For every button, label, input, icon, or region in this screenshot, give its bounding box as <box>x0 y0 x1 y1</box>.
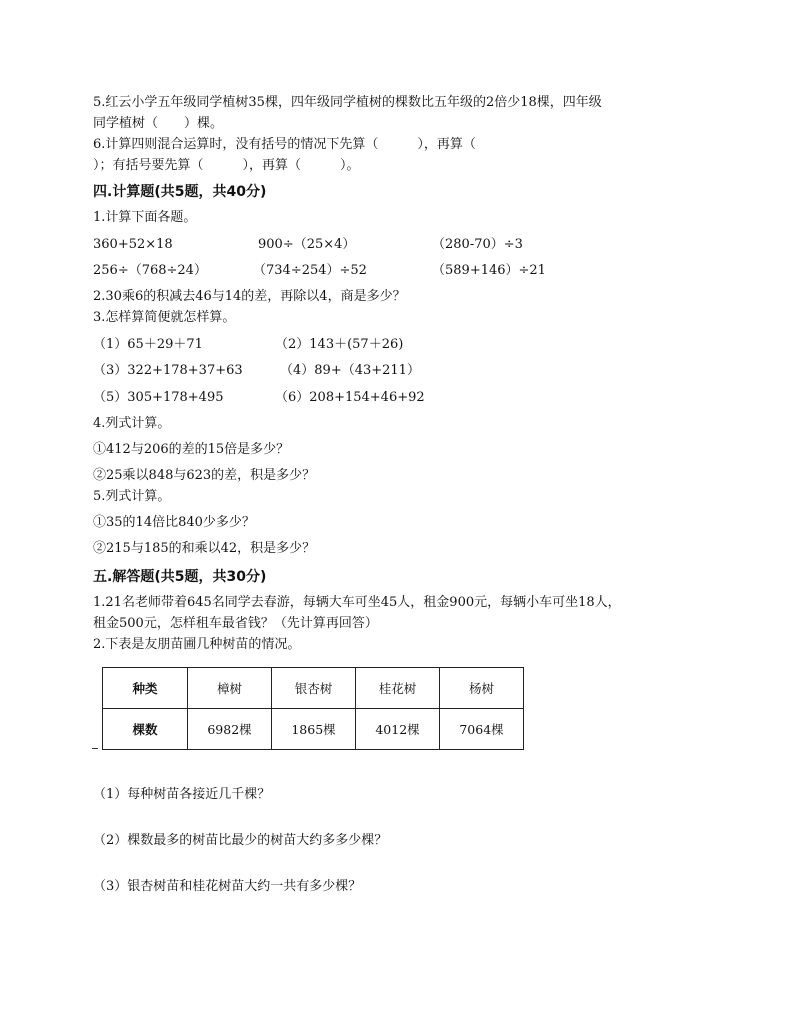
tree-table <box>102 667 524 750</box>
table-anchor-mark <box>92 748 98 749</box>
s5-sub-question: （3）银杏树苗和桂花树苗大约一共有多少棵？ <box>93 879 362 894</box>
s5-q2-label: 2.下表是友朋苗圃几种树苗的情况。 <box>93 637 301 652</box>
calc-item: 900÷（25×4） <box>258 237 356 252</box>
table-cell: 7064棵 <box>440 709 524 750</box>
table-cell: 桂花树 <box>356 668 440 709</box>
fill-q5-line2: 同学植树（ ）棵。 <box>93 116 224 131</box>
table-cell: 4012棵 <box>356 709 440 750</box>
section4-title: 四.计算题(共5题，共40分) <box>93 184 267 200</box>
fill-q6-line1: 6.计算四则混合运算时，没有括号的情况下先算（ ），再算（ <box>93 137 476 152</box>
fill-q6-line2: ）；有括号要先算（ ），再算（ ）。 <box>93 158 360 173</box>
calc-item: （280-70）÷3 <box>432 237 523 252</box>
simplify-item: （4）89+（43+211） <box>280 363 420 378</box>
table-cell: 樟树 <box>188 668 272 709</box>
table-cell: 杨树 <box>440 668 524 709</box>
s5-q1-line1: 1.21名老师带着645名同学去春游，每辆大车可坐45人，租金900元，每辆小车可坐18人， <box>93 595 621 610</box>
calc-item: （734÷254）÷52 <box>253 263 367 278</box>
table-cell: 银杏树 <box>272 668 356 709</box>
s5-q1-line2: 租金500元，怎样租车最省钱？（先计算再回答） <box>93 616 378 631</box>
fill-q5-line1: 5.红云小学五年级同学植树35棵，四年级同学植树的棵数比五年级的2倍少18棵，四年级 <box>93 95 602 110</box>
simplify-item: （3）322+178+37+63 <box>93 363 243 378</box>
s4-q1-label: 1.计算下面各题。 <box>93 210 197 225</box>
calc-item: 360+52×18 <box>93 237 173 252</box>
table-cell: 种类 <box>103 668 188 709</box>
s5-sub-question: （1）每种树苗各接近几千棵？ <box>93 787 271 802</box>
s4-q4-label: 4.列式计算。 <box>93 416 171 431</box>
s4-q5-item: ②215与185的和乘以42，积是多少？ <box>93 541 316 556</box>
table-cell: 1865棵 <box>272 709 356 750</box>
calc-item: 256÷（768÷24） <box>93 263 207 278</box>
calc-item: （589+146）÷21 <box>432 263 546 278</box>
table-header-row <box>103 668 524 709</box>
simplify-item: （1）65＋29＋71 <box>93 337 203 352</box>
s4-q4-item: ①412与206的差的15倍是多少？ <box>93 442 290 457</box>
simplify-item: （2）143＋(57＋26) <box>275 337 404 352</box>
s5-sub-question: （2）棵数最多的树苗比最少的树苗大约多多少棵？ <box>93 833 388 848</box>
s4-q4-item: ②25乘以848与623的差，积是多少？ <box>93 468 316 483</box>
s4-q5-label: 5.列式计算。 <box>93 489 171 504</box>
table-cell: 6982棵 <box>188 709 272 750</box>
s4-q5-item: ①35的14倍比840少多少？ <box>93 515 255 530</box>
table-cell: 棵数 <box>103 709 188 750</box>
s4-q2: 2.30乘6的积减去46与14的差，再除以4，商是多少？ <box>93 289 406 304</box>
section5-title: 五.解答题(共5题，共30分) <box>93 569 267 585</box>
table-row <box>103 709 524 750</box>
s4-q3-label: 3.怎样算简便就怎样算。 <box>93 310 236 325</box>
simplify-item: （5）305+178+495 <box>93 390 224 405</box>
simplify-item: （6）208+154+46+92 <box>275 390 425 405</box>
